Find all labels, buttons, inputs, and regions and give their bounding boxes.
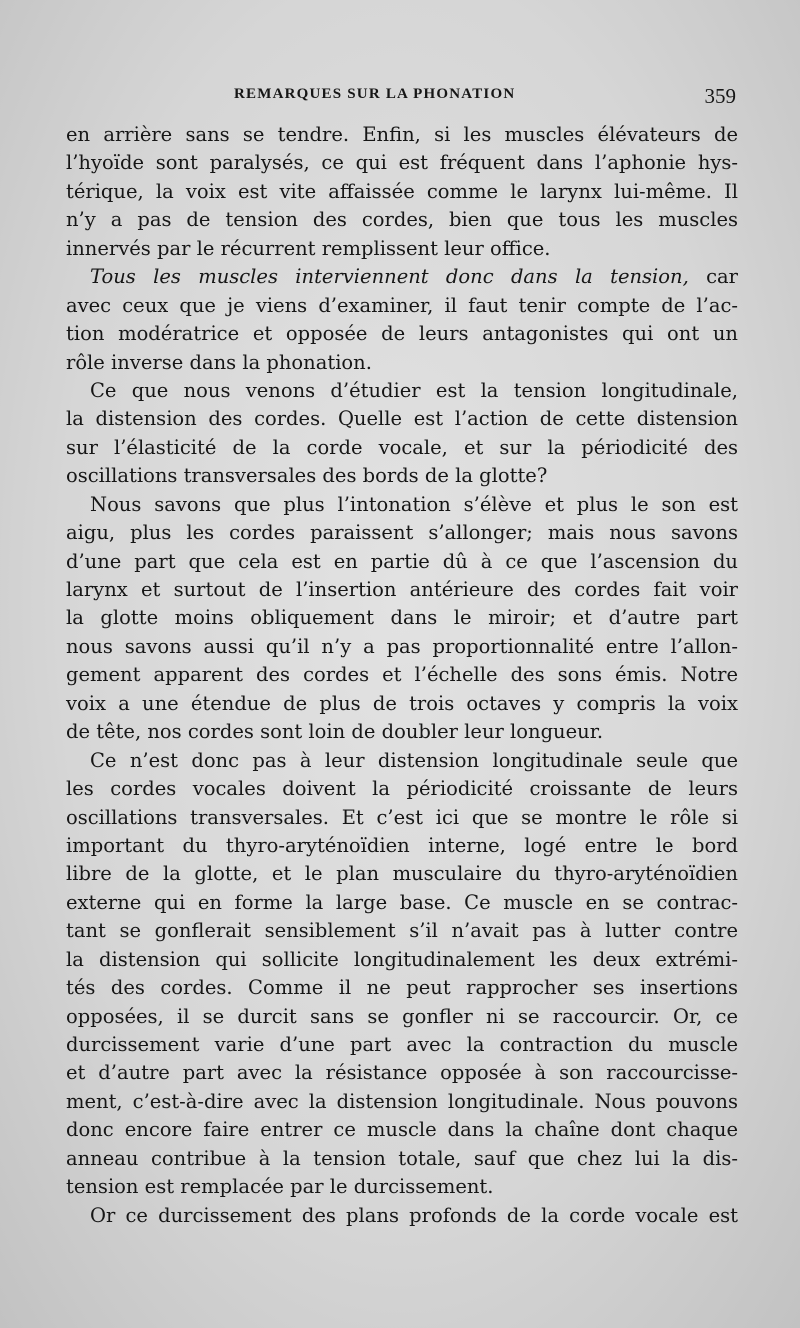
text-line: tension est remplacée par le durcissement.	[66, 1175, 494, 1199]
text-line: opposées, il se durcit sans se gonfler ni se raccourcir. Or, ce	[66, 1004, 738, 1028]
text-line: Ce n’est donc pas à leur distension longitudinale seule que	[90, 748, 738, 772]
text-line: innervés par le récurrent remplissent leur office.	[66, 236, 551, 260]
italic-phrase: Tous les muscles interviennent donc dans la tension,	[90, 265, 689, 289]
text-line: Ce que nous venons d’étudier est la tension longitudinale,	[90, 378, 738, 402]
body-text	[66, 121, 738, 1230]
text-line: la distension qui sollicite longitudinalement les deux extrémi-	[66, 947, 738, 971]
text-line: libre de la glotte, et le plan musculaire du thyro-aryténoïdien	[66, 862, 738, 886]
running-title: REMARQUES SUR LA PHONATION	[234, 86, 516, 102]
text-line: sur l’élasticité de la corde vocale, et sur la périodicité des	[66, 435, 738, 459]
text-line: n’y a pas de tension des cordes, bien que tous les muscles	[66, 208, 738, 232]
text-line: tés des cordes. Comme il ne peut rapprocher ses insertions	[66, 976, 738, 1000]
text-line: larynx et surtout de l’insertion antérieure des cordes fait voir	[66, 578, 738, 601]
text-line: avec ceux que je viens d’examiner, il faut tenir compte de l’ac-	[66, 293, 738, 317]
text-line: nous savons aussi qu’il n’y a pas proportionnalité entre l’allon-	[66, 634, 738, 658]
text-line: ment, c’est-à-dire avec la distension longitudinale. Nous pouvons	[66, 1089, 738, 1113]
text-line: d’une part que cela est en partie dû à ce que l’ascension du	[66, 549, 738, 573]
text-line: oscillations transversales. Et c’est ici que se montre le rôle si	[66, 805, 738, 829]
text-line: de tête, nos cordes sont loin de doubler leur longueur.	[66, 720, 604, 744]
text-fragment: car	[706, 265, 738, 289]
text-line: externe qui en forme la large base. Ce muscle en se contrac-	[66, 890, 738, 914]
text-line: durcissement varie d’une part avec la contraction du muscle	[66, 1033, 738, 1056]
text-line: voix a une étendue de plus de trois octaves y compris la voix	[66, 691, 738, 715]
text-line: gement apparent des cordes et l’échelle des sons émis. Notre	[66, 663, 738, 687]
text-line: Or ce durcissement des plans profonds de la corde vocale est	[90, 1203, 738, 1227]
text-line: anneau contribue à la tension totale, sauf que chez lui la dis-	[66, 1146, 738, 1170]
text-line: la glotte moins obliquement dans le miroir; et d’autre part	[66, 606, 738, 630]
text-line	[66, 263, 738, 291]
text-line: rôle inverse dans la phonation.	[66, 350, 372, 374]
page-header	[68, 86, 736, 112]
text-line: tion modératrice et opposée de leurs antagonistes qui ont un	[66, 322, 738, 346]
text-line: Nous savons que plus l’intonation s’élève et plus le son est	[90, 492, 738, 516]
text-line: tant se gonflerait sensiblement s’il n’avait pas à lutter contre	[66, 919, 738, 943]
text-line: la distension des cordes. Quelle est l’action de cette distension	[66, 407, 738, 431]
text-line: important du thyro-aryténoïdien interne, logé entre le bord	[66, 833, 738, 857]
text-line: et d’autre part avec la résistance opposée à son raccourcisse-	[66, 1061, 738, 1085]
text-line: les cordes vocales doivent la périodicité croissante de leurs	[66, 777, 738, 801]
text-line: oscillations transversales des bords de la glotte?	[66, 464, 548, 488]
text-line: térique, la voix est vite affaissée comme le larynx lui-même. Il	[66, 179, 738, 203]
text-line: aigu, plus les cordes paraissent s’allonger; mais nous savons	[66, 521, 738, 545]
text-line: l’hyoïde sont paralysés, ce qui est fréquent dans l’aphonie hys-	[66, 151, 738, 175]
text-line: en arrière sans se tendre. Enfin, si les muscles élévateurs de	[66, 123, 738, 146]
page-number: 359	[704, 84, 736, 108]
text-line: donc encore faire entrer ce muscle dans la chaîne dont chaque	[66, 1118, 738, 1142]
